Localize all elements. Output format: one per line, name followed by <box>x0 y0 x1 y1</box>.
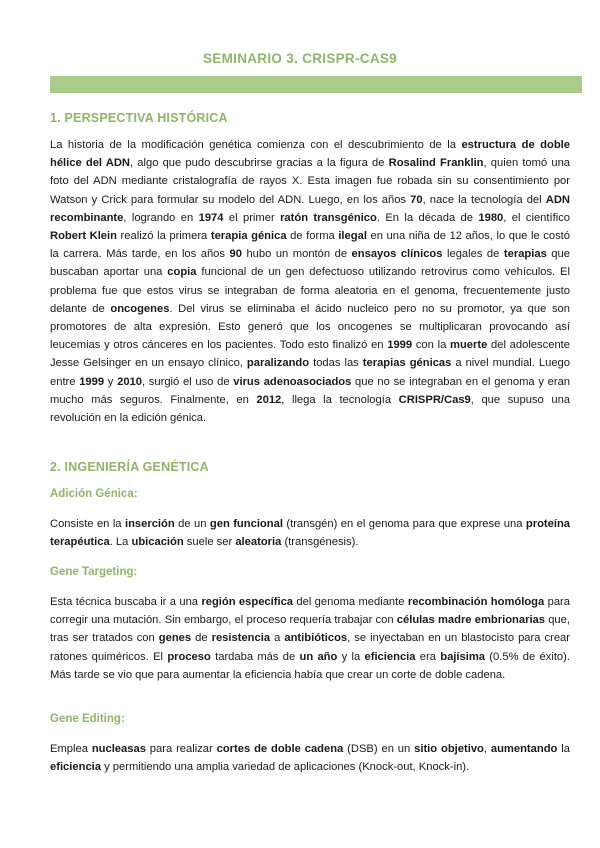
text-run: legales de <box>442 248 504 261</box>
bold-term: terapia génica <box>210 230 287 243</box>
bold-term: ubicación <box>131 536 184 549</box>
bold-term: 1974 <box>198 211 224 224</box>
bold-term: ADN recombinante <box>50 193 570 224</box>
bold-term: resistencia <box>211 632 271 645</box>
text-run: y <box>104 375 118 388</box>
bold-term: paralizando <box>246 357 310 370</box>
text-run: del genoma mediante <box>293 596 408 608</box>
text-run: . La <box>109 536 132 549</box>
title-divider-bar <box>50 76 582 93</box>
text-run: hubo un montón de <box>241 248 352 261</box>
text-run: en una niña de 12 años, lo que le costó la carrera. Más tarde, en los años <box>50 230 570 261</box>
text-run: a nivel mundial. Luego entre <box>50 357 570 388</box>
section-heading-ingenieria-genetica: 2. INGENIERÍA GENÉTICA <box>50 460 209 474</box>
bold-term: 1999 <box>387 339 413 352</box>
bold-term: cortes de doble cadena <box>216 743 344 755</box>
text-run: , algo que pudo descubrirse gracias a la figura de <box>130 157 389 170</box>
paragraph-perspectiva-historica <box>50 136 570 427</box>
bold-term: ilegal <box>338 230 367 243</box>
subheading-gene-editing: Gene Editing: <box>50 713 125 725</box>
text-run: (0.5% de éxito). Más tarde se vio que para aumentar la eficiencia había que crear un corte de doble cadena. <box>50 650 570 681</box>
bold-term: Rosalind Franklin <box>388 157 484 170</box>
bold-term: terapias <box>503 248 547 261</box>
bold-term: proceso <box>167 650 211 663</box>
bold-term: genes <box>158 632 192 645</box>
text-run: con la <box>412 339 450 352</box>
paragraph-gene-targeting <box>50 593 570 684</box>
bold-term: sitio objetivo <box>414 743 484 755</box>
bold-term: ensayos clínicos <box>351 248 443 261</box>
bold-term: ratón transgénico <box>280 211 377 224</box>
text-run: . Del virus se eliminaba el ácido nucleico pero no su promotor, ya que son promotores de alta expresión. Esto generó que los oncogenes se multiplicaran provocando así leucemias y otros cánceres en los pacientes. Todo esto finalizó en <box>50 302 570 352</box>
bold-term: región específica <box>201 596 294 608</box>
paragraph-adicion-genica <box>50 515 570 551</box>
bold-term: terapias génicas <box>362 357 452 370</box>
text-run: que no se integraban en el genoma y eran mucho más seguros. Finalmente, en <box>50 375 571 406</box>
bold-term: inserción <box>124 518 175 530</box>
bold-term: bajísima <box>440 650 486 663</box>
text-run: Consiste en la <box>50 518 125 530</box>
text-run: para realizar <box>145 743 217 755</box>
bold-term: gen funcional <box>209 518 283 530</box>
section-heading-perspectiva-historica: 1. PERSPECTIVA HISTÓRICA <box>50 111 228 125</box>
text-run: todas las <box>309 357 363 370</box>
bold-term: 90 <box>229 248 242 261</box>
bold-term: 2010 <box>117 375 142 388</box>
text-run: , nace la tecnología del <box>422 193 546 206</box>
bold-term: 1999 <box>79 375 105 388</box>
bold-term: antibióticos <box>284 632 348 645</box>
bold-term: células madre embrionarias <box>396 614 545 627</box>
text-run: , logrando en <box>123 211 199 224</box>
text-run: la <box>557 743 570 755</box>
text-run: suele ser <box>183 536 236 549</box>
text-run: a <box>270 632 285 645</box>
bold-term: estructura de doble hélice del ADN <box>50 139 570 170</box>
text-run: . En la década de <box>376 211 479 224</box>
bold-term: Robert Klein <box>50 230 117 243</box>
text-run: funcional de un gen defectuoso utilizando retrovirus como vehículos. El problema fue que estos virus se integraban de forma aleatoria en el genoma, frecuentemente justo delante de <box>50 266 570 315</box>
subheading-adicion-genica: Adición Génica: <box>50 488 138 500</box>
text-run: que buscaban aportar una <box>50 248 570 279</box>
bold-term: recombinación homóloga <box>407 596 545 608</box>
text-run: (DSB) en un <box>343 743 415 755</box>
bold-term: un año <box>299 650 338 663</box>
bold-term: eficiencia <box>50 761 101 774</box>
bold-term: eficiencia <box>364 650 416 663</box>
bold-term: aumentando <box>490 743 558 755</box>
text-run: , que supuso una revolución en la edición génica. <box>50 393 571 425</box>
text-run: , quien tomó una foto del ADN mediante cristalografía de rayos X. Esta imagen fue robada sin su consentimiento por Watson y Crick para formular su modelo del ADN. Luego, en los años <box>50 157 571 206</box>
bold-term: 70 <box>410 193 423 206</box>
text-run: realizó la primera <box>116 230 211 243</box>
text-run: para corregir una mutación. Sin embargo, el proceso requería trabajar con <box>50 596 570 627</box>
text-run: era <box>415 650 441 663</box>
paragraph-gene-editing <box>50 740 570 776</box>
text-run: de <box>191 632 212 645</box>
text-run: La historia de la modificación genética comienza con el descubrimiento de la <box>50 139 462 151</box>
bold-term: nucleasas <box>91 743 146 755</box>
text-run: el primer <box>223 211 281 224</box>
bold-term: CRISPR/Cas9 <box>398 393 471 406</box>
text-run: y la <box>337 650 365 663</box>
bold-term: 2012 <box>256 393 282 406</box>
bold-term: 1980 <box>478 211 504 224</box>
bold-term: copia <box>167 266 197 279</box>
bold-term: muerte <box>450 339 488 352</box>
text-run: que, tras ser tratados con <box>50 614 570 645</box>
text-run: de forma <box>286 230 339 243</box>
bold-term: aleatoria <box>235 536 282 549</box>
text-run: , <box>483 743 491 755</box>
text-run: (transgén) en el genoma para que exprese una <box>282 518 526 530</box>
subheading-gene-targeting: Gene Targeting: <box>50 566 138 578</box>
bold-term: oncogenes <box>110 302 170 315</box>
text-run: , se inyectaban en un blastocisto para crear ratones quiméricos. El <box>50 632 570 663</box>
bold-term: proteína terapéutica <box>50 518 571 549</box>
text-run: , surgió el uso de <box>141 375 234 388</box>
text-run: , el científico <box>503 211 571 224</box>
text-run: de un <box>174 518 210 530</box>
text-run: Emplea <box>50 743 92 755</box>
text-run: y permitiendo una amplia variedad de aplicaciones (Knock-out, Knock-in). <box>101 761 470 774</box>
document-title: SEMINARIO 3. CRISPR-CAS9 <box>203 51 397 66</box>
text-run: del adolescente Jesse Gelsinger en un ensayo clínico, <box>50 339 570 370</box>
text-run: (transgénesis). <box>281 536 359 549</box>
bold-term: virus adenoasociados <box>233 375 352 388</box>
text-run: Esta técnica buscaba ir a una <box>50 596 202 608</box>
text-run: tardaba más de <box>210 650 300 663</box>
text-run: , llega la tecnología <box>281 393 399 406</box>
